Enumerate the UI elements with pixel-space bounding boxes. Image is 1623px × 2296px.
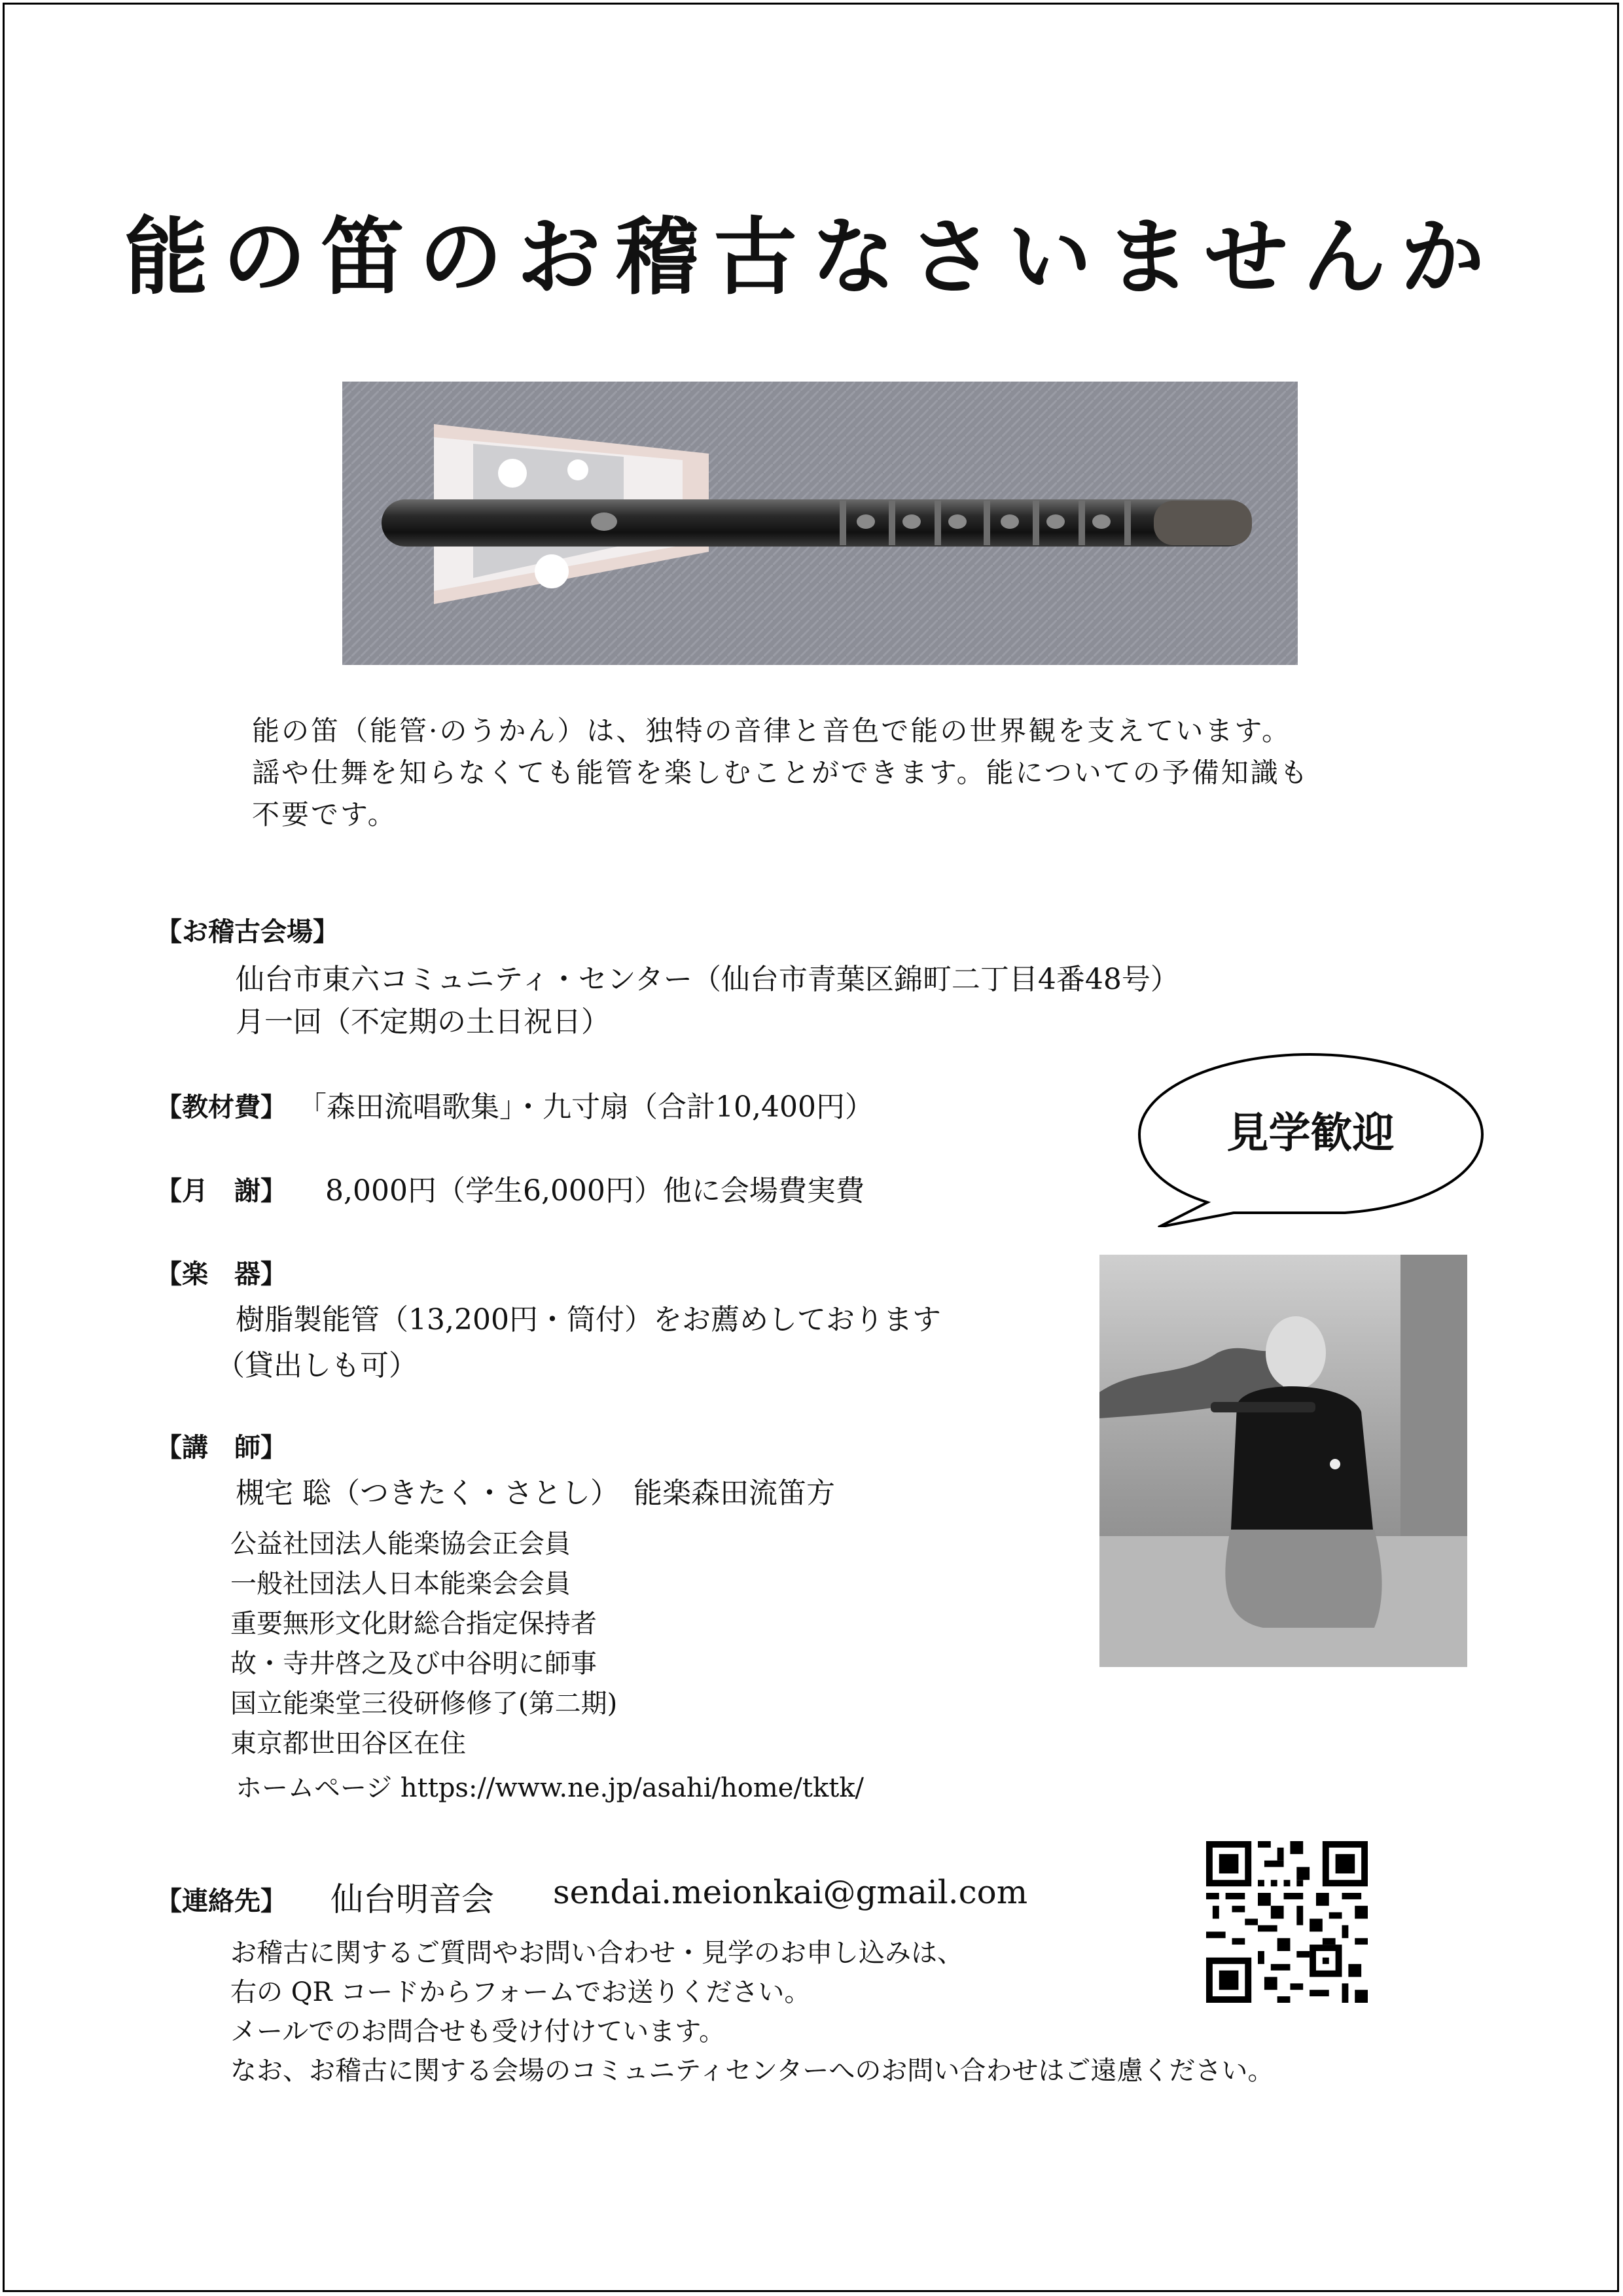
bubble-text: 見学歓迎 [1226,1109,1395,1158]
instrument-note: （貸出しも可） [216,1349,418,1382]
credential-item: 東京都世田谷区在住 [230,1729,466,1759]
intro-line: 能の笛（能管·のうかん）は、独特の音律と音色で能の世界観を支えています。 [252,715,1291,747]
intro-paragraph [252,710,1450,836]
credential-item: 故・寺井啓之及び中谷明に師事 [230,1649,597,1679]
venue-label: 【お稽古会場】 [156,917,339,947]
venue-address: 仙台市東六コミュニティ・センター（仙台市青葉区錦町二丁目4番48号） [236,963,1179,996]
credential-item: 公益社団法人能楽協会正会員 [230,1529,571,1559]
page-title: 能の笛のお稽古なさいませんか [124,208,1499,306]
qr-code[interactable] [1206,1841,1368,2003]
credential-item: 一般社団法人日本能楽会会員 [230,1569,571,1599]
instrument-text: 樹脂製能管（13,200円・筒付）をお薦めしております [236,1303,941,1336]
flute-photo [342,382,1298,665]
venue-schedule: 月一回（不定期の土日祝日） [236,1005,610,1039]
fee-text: 8,000円（学生6,000円）他に会場費実費 [325,1174,865,1208]
contact-line: 右の QR コードからフォームでお送りください。 [230,1977,811,2007]
intro-line: 謡や仕舞を知らなくても能管を楽しむことができます。能についての予備知識も [252,757,1310,789]
credential-item: 重要無形文化財総合指定保持者 [230,1609,597,1639]
contact-org: 仙台明音会 [330,1880,494,1918]
instrument-label: 【楽 器】 [156,1259,287,1289]
teacher-label: 【講 師】 [156,1433,287,1463]
contact-line: お稽古に関するご質問やお問い合わせ・見学のお申し込みは、 [230,1938,963,1968]
contact-label: 【連絡先】 [156,1886,287,1916]
contact-line: メールでのお問合せも受け付けています。 [230,2017,725,2047]
contact-line: なお、お稽古に関する会場のコミュニティセンターへのお問い合わせはご遠慮ください。 [230,2056,1274,2086]
materials-label: 【教材費】 [156,1092,287,1122]
contact-email[interactable]: sendai.meionkai@gmail.com [553,1873,1028,1911]
intro-line: 不要です。 [252,798,397,831]
credential-item: 国立能楽堂三役研修修了(第二期) [230,1689,618,1719]
materials-text: 「森田流唱歌集」・九寸扇（合計10,400円） [298,1090,874,1124]
fee-label: 【月 謝】 [156,1176,287,1206]
homepage-link[interactable]: ホームページ https://www.ne.jp/asahi/home/tktk/ [236,1773,864,1803]
teacher-photo [1099,1255,1467,1667]
teacher-name: 槻宅 聡（つきたく・さとし） 能楽森田流笛方 [236,1477,835,1510]
